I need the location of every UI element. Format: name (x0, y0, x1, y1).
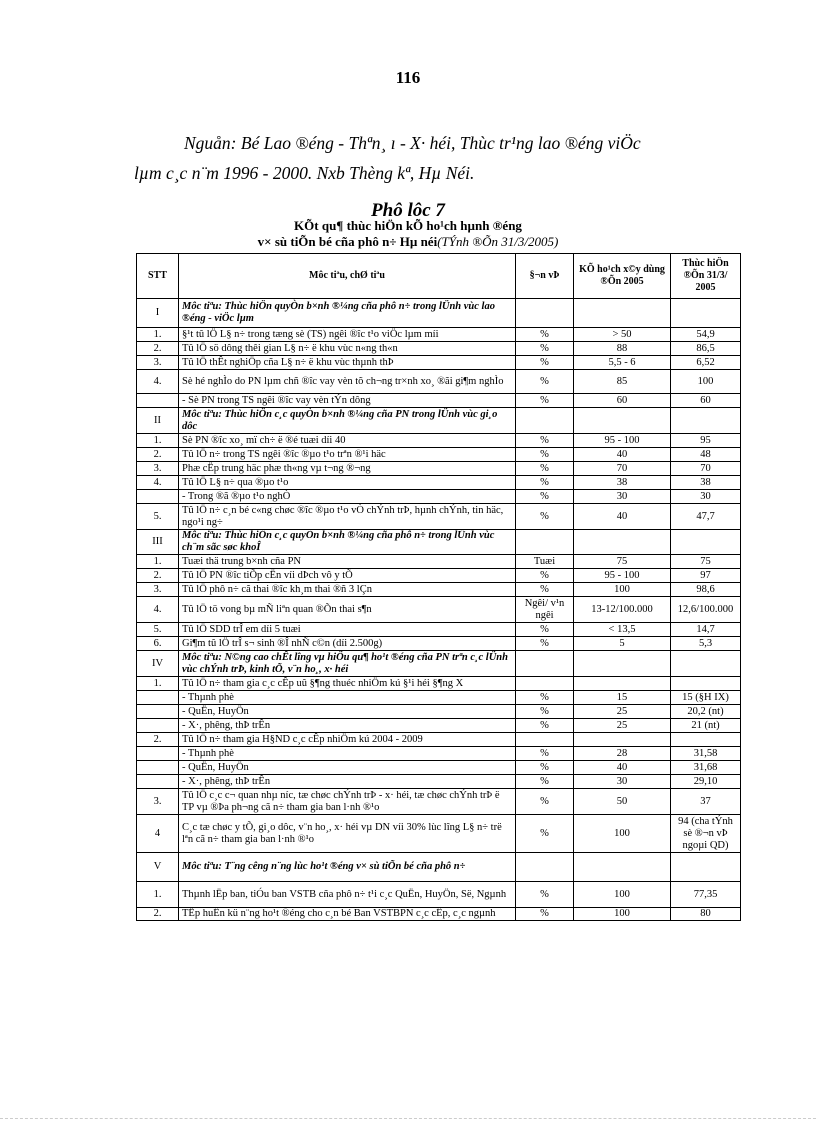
cell-actual: 94 (cha tÝnh sè ®¬n vÞ ngoµi QD) (671, 815, 741, 853)
cell-plan (574, 733, 671, 747)
page-number: 116 (395, 68, 421, 87)
cell-target: Phæ cËp trung häc phæ th«ng vµ t¬ng ®¬ng (179, 462, 516, 476)
cell-actual: 97 (671, 569, 741, 583)
cell-stt: 1. (137, 434, 179, 448)
table-row (137, 691, 741, 705)
cell-plan (574, 299, 671, 328)
cell-stt: 3. (137, 583, 179, 597)
cell-plan: 50 (574, 789, 671, 815)
cell-actual: 100 (671, 370, 741, 394)
section-row (137, 530, 741, 555)
cell-unit: % (516, 623, 574, 637)
cell-target: - Trong ®ã ®µo t¹o nghÒ (179, 490, 516, 504)
cell-unit: % (516, 342, 574, 356)
cell-unit (516, 677, 574, 691)
cell-unit: % (516, 637, 574, 651)
cell-stt (137, 691, 179, 705)
cell-actual: 80 (671, 908, 741, 921)
cell-target: Tû lÖ phô n÷ cã thai ®îc kh¸m thai ®ñ 3 lÇn (179, 583, 516, 597)
cell-stt: 1. (137, 328, 179, 342)
cell-target: - QuËn, HuyÖn (179, 761, 516, 775)
header-target: Môc tiªu, chØ tiªu (179, 254, 516, 299)
cell-target: TËp huÊn kü n¨ng ho¹t ®éng cho c¸n bé Ban VSTBPN c¸c cÊp, c¸c ngµnh (179, 908, 516, 921)
cell-stt (137, 490, 179, 504)
table-row (137, 789, 741, 815)
cell-plan (574, 651, 671, 677)
cell-unit: % (516, 490, 574, 504)
table-row (137, 677, 741, 691)
cell-stt: 3. (137, 462, 179, 476)
cell-plan: 25 (574, 719, 671, 733)
source-line-1: Nguån: Bé Lao ®éng - Thªn¸ ı - X· héi, Thùc tr¹ng lao ®éng viÖc (184, 133, 641, 153)
cell-target: Tû lÖ SDD trÎ em díi 5 tuæi (179, 623, 516, 637)
cell-target: Sè PN ®îc xo¸ mï ch÷ ë ®é tuæi díi 40 (179, 434, 516, 448)
table-row (137, 637, 741, 651)
cell-actual: 29,10 (671, 775, 741, 789)
table-row (137, 328, 741, 342)
table-title-text: v× sù tiÕn bé cña phô n÷ Hµ néi (257, 234, 438, 249)
cell-stt: 2. (137, 569, 179, 583)
table-row (137, 747, 741, 761)
table-row (137, 476, 741, 490)
cell-actual: 98,6 (671, 583, 741, 597)
cell-plan: > 50 (574, 328, 671, 342)
table-title-line-2 (0, 234, 816, 250)
cell-stt: 1. (137, 677, 179, 691)
cell-plan: 60 (574, 394, 671, 408)
cell-target: Thµnh lËp ban, tiÓu ban VSTB cña phô n÷ t¹i c¸c QuËn, HuyÖn, Së, Ngµnh (179, 882, 516, 908)
cell-plan: 30 (574, 490, 671, 504)
cell-target: Gi¶m tû lÖ trÎ s¬ sinh ®Î nhÑ c©n (díi 2.500g) (179, 637, 516, 651)
cell-unit: % (516, 569, 574, 583)
cell-actual: 5,3 (671, 637, 741, 651)
cell-stt (137, 719, 179, 733)
cell-stt: 5. (137, 504, 179, 530)
cell-actual: 75 (671, 555, 741, 569)
cell-actual (671, 408, 741, 434)
header-stt: STT (137, 254, 179, 299)
cell-actual: 6,52 (671, 356, 741, 370)
source-line-2: lµm c¸c n¨m 1996 - 2000. Nxb Thèng kª, Hµ Néi. (134, 163, 475, 183)
results-table (136, 253, 741, 921)
cell-plan: 40 (574, 504, 671, 530)
cell-target: Môc tiªu: N©ng cao chÊt lîng vµ hiÖu qu¶ ho¹t ®éng cña PN trªn c¸c lÜnh vùc chÝnh trÞ, kinh tÕ, v¨n ho¸, x· héi (179, 651, 516, 677)
cell-target: - QuËn, HuyÖn (179, 705, 516, 719)
cell-plan: 13-12/100.000 (574, 597, 671, 623)
cell-unit: % (516, 815, 574, 853)
cell-actual: 37 (671, 789, 741, 815)
cell-plan: 100 (574, 882, 671, 908)
cell-unit: % (516, 882, 574, 908)
cell-stt: 2. (137, 733, 179, 747)
cell-target: §¹t tû lÖ L§ n÷ trong tæng sè (TS) ngêi ®îc t¹o viÖc lµm míi (179, 328, 516, 342)
cell-actual: 21 (nt) (671, 719, 741, 733)
table-title-date-note: (TÝnh ®Õn 31/3/2005) (437, 234, 559, 249)
table-row (137, 370, 741, 394)
cell-unit: % (516, 356, 574, 370)
cell-actual: 77,35 (671, 882, 741, 908)
table-title-line-1: KÕt qu¶ thùc hiÖn kÕ ho¹ch hµnh ®éng (294, 218, 522, 233)
cell-actual: 47,7 (671, 504, 741, 530)
cell-target: Môc tiªu: T¨ng cêng n¨ng lùc ho¹t ®éng v× sù tiÕn bé cña phô n÷ (179, 853, 516, 882)
table-body (137, 299, 741, 921)
cell-stt: 3. (137, 356, 179, 370)
cell-stt: 5. (137, 623, 179, 637)
cell-target: - X·, phêng, thÞ trÊn (179, 719, 516, 733)
header-plan: KÕ ho¹ch x©y dùng ®Õn 2005 (574, 254, 671, 299)
cell-stt: 2. (137, 448, 179, 462)
table-row (137, 775, 741, 789)
table-row (137, 705, 741, 719)
cell-actual: 30 (671, 490, 741, 504)
cell-stt (137, 705, 179, 719)
cell-unit: % (516, 719, 574, 733)
cell-plan: 28 (574, 747, 671, 761)
cell-actual: 38 (671, 476, 741, 490)
cell-plan: 95 - 100 (574, 434, 671, 448)
cell-actual (671, 733, 741, 747)
cell-target: Sè hé nghÌo do PN lµm chñ ®îc vay vèn tõ ch¬ng tr×nh xo¸ ®ãi gi¶m nghÌo (179, 370, 516, 394)
cell-unit: % (516, 462, 574, 476)
cell-target: Tû lÖ n÷ tham gia H§ND c¸c cÊp nhiÖm kú 2004 - 2009 (179, 733, 516, 747)
table-row (137, 761, 741, 775)
cell-target: Tû lÖ n÷ c¸n bé c«ng chøc ®îc ®µo t¹o vÒ chÝnh trÞ, hµnh chÝnh, tin häc, ngo¹i ng÷ (179, 504, 516, 530)
cell-actual (671, 299, 741, 328)
cell-unit (516, 733, 574, 747)
cell-plan: 100 (574, 583, 671, 597)
appendix-title: Phô lôc 7 (371, 200, 445, 221)
cell-target: Môc tiªu: Thùc hiÖn quyÒn b×nh ®¼ng cña phô n÷ trong lÜnh vùc lao ®éng - viÖc lµm (179, 299, 516, 328)
cell-plan: 88 (574, 342, 671, 356)
cell-stt: 1. (137, 882, 179, 908)
cell-plan: 95 - 100 (574, 569, 671, 583)
cell-unit: % (516, 583, 574, 597)
cell-target: - X·, phêng, thÞ trÊn (179, 775, 516, 789)
cell-plan (574, 677, 671, 691)
header-unit: §¬n vÞ (516, 254, 574, 299)
table-row (137, 448, 741, 462)
cell-unit: % (516, 504, 574, 530)
cell-actual: 31,68 (671, 761, 741, 775)
cell-unit: % (516, 691, 574, 705)
cell-stt (137, 761, 179, 775)
cell-plan (574, 853, 671, 882)
cell-plan: < 13,5 (574, 623, 671, 637)
cell-plan: 30 (574, 775, 671, 789)
cell-unit: % (516, 705, 574, 719)
cell-target: Tû lÖ sö dông thêi gian L§ n÷ ë khu vùc n«ng th«n (179, 342, 516, 356)
cell-plan: 15 (574, 691, 671, 705)
cell-actual: 48 (671, 448, 741, 462)
section-row (137, 853, 741, 882)
cell-target: Tû lÖ n÷ tham gia c¸c cÊp uû §¶ng thuéc nhiÖm kú §¹i héi §¶ng X (179, 677, 516, 691)
cell-unit: % (516, 747, 574, 761)
cell-unit (516, 853, 574, 882)
cell-target: - Thµnh phè (179, 747, 516, 761)
cell-actual: 54,9 (671, 328, 741, 342)
cell-unit (516, 408, 574, 434)
cell-stt: 4 (137, 815, 179, 853)
section-row (137, 408, 741, 434)
cell-plan: 100 (574, 815, 671, 853)
cell-target: - Sè PN trong TS ngêi ®îc vay vèn tÝn dông (179, 394, 516, 408)
cell-actual: 12,6/100.000 (671, 597, 741, 623)
cell-target: Tû lÖ c¸c c¬ quan nhµ níc, tæ chøc chÝnh trÞ - x· héi, tæ chøc chÝnh trÞ ë TP vµ ®Þa ph¬ng cã n÷ tham gia ban l·nh ®¹o (179, 789, 516, 815)
cell-stt: III (137, 530, 179, 555)
cell-stt: 4. (137, 370, 179, 394)
cell-stt: 6. (137, 637, 179, 651)
cell-target: Tû lÖ thÊt nghiÖp cña L§ n÷ ë khu vùc thµnh thÞ (179, 356, 516, 370)
table-row (137, 490, 741, 504)
table-row (137, 342, 741, 356)
table-row (137, 882, 741, 908)
cell-stt: 1. (137, 555, 179, 569)
cell-stt: V (137, 853, 179, 882)
cell-stt: IV (137, 651, 179, 677)
cell-actual (671, 651, 741, 677)
cell-actual: 86,5 (671, 342, 741, 356)
table-row (137, 908, 741, 921)
cell-plan: 40 (574, 761, 671, 775)
cell-stt: II (137, 408, 179, 434)
table-row (137, 815, 741, 853)
table-row (137, 555, 741, 569)
cell-actual: 60 (671, 394, 741, 408)
table-row (137, 462, 741, 476)
cell-target: Môc tiªu: Thùc hiÖn c¸c quyÒn b×nh ®¼ng cña PN trong lÜnh vùc gi¸o dôc (179, 408, 516, 434)
cell-stt (137, 747, 179, 761)
section-row (137, 299, 741, 328)
table-row (137, 733, 741, 747)
table-row (137, 719, 741, 733)
cell-actual: 20,2 (nt) (671, 705, 741, 719)
cell-plan: 5 (574, 637, 671, 651)
cell-unit: Tuæi (516, 555, 574, 569)
table-row (137, 504, 741, 530)
section-row (137, 651, 741, 677)
cell-plan: 70 (574, 462, 671, 476)
cell-unit: % (516, 448, 574, 462)
cell-unit: % (516, 908, 574, 921)
header-actual: Thùc hiÖn ®Õn 31/3/ 2005 (671, 254, 741, 299)
table-row (137, 434, 741, 448)
table-row (137, 569, 741, 583)
table-row (137, 623, 741, 637)
cell-unit: % (516, 434, 574, 448)
cell-plan: 5,5 - 6 (574, 356, 671, 370)
cell-target: Tuæi thä trung b×nh cña PN (179, 555, 516, 569)
table-header-row (137, 254, 741, 299)
cell-stt: 2. (137, 908, 179, 921)
table-row (137, 394, 741, 408)
cell-target: Môc tiªu: Thùc hiÖn c¸c quyÒn b×nh ®¼ng cña phô n÷ trong lÜnh vùc ch¨m sãc søc khoÎ (179, 530, 516, 555)
cell-plan: 85 (574, 370, 671, 394)
cell-target: Tû lÖ PN ®îc tiÕp cËn víi dÞch vô y tÕ (179, 569, 516, 583)
cell-stt: 4. (137, 597, 179, 623)
cell-unit: % (516, 476, 574, 490)
cell-actual: 31,58 (671, 747, 741, 761)
cell-actual: 70 (671, 462, 741, 476)
cell-stt (137, 394, 179, 408)
cell-target: - Thµnh phè (179, 691, 516, 705)
cell-unit: Ngêi/ v¹n ngêi (516, 597, 574, 623)
cell-target: C¸c tæ chøc y tÕ, gi¸o dôc, v¨n ho¸, x· héi vµ DN víi 30% lùc lîng L§ n÷ trë lªn cã n÷ tham gia ban l·nh ®¹o (179, 815, 516, 853)
cell-stt: I (137, 299, 179, 328)
cell-actual (671, 677, 741, 691)
cell-unit (516, 299, 574, 328)
cell-target: Tû lÖ tö vong bµ mÑ liªn quan ®Õn thai s¶n (179, 597, 516, 623)
cell-unit: % (516, 789, 574, 815)
cell-actual (671, 853, 741, 882)
cell-plan: 75 (574, 555, 671, 569)
cell-unit: % (516, 761, 574, 775)
cell-plan: 40 (574, 448, 671, 462)
cell-actual: 15 (§H IX) (671, 691, 741, 705)
cell-target: Tû lÖ L§ n÷ qua ®µo t¹o (179, 476, 516, 490)
table-row (137, 356, 741, 370)
cell-stt: 3. (137, 789, 179, 815)
cell-target: Tû lÖ n÷ trong TS ngêi ®îc ®µo t¹o trªn ®¹i häc (179, 448, 516, 462)
cell-unit: % (516, 370, 574, 394)
cell-stt: 4. (137, 476, 179, 490)
cell-plan (574, 408, 671, 434)
table-row (137, 583, 741, 597)
page-bottom-divider (0, 1118, 816, 1119)
cell-unit (516, 651, 574, 677)
cell-actual: 95 (671, 434, 741, 448)
table-row (137, 597, 741, 623)
cell-unit: % (516, 775, 574, 789)
cell-stt (137, 775, 179, 789)
cell-stt: 2. (137, 342, 179, 356)
cell-unit: % (516, 328, 574, 342)
cell-unit (516, 530, 574, 555)
cell-plan: 100 (574, 908, 671, 921)
cell-unit: % (516, 394, 574, 408)
cell-actual: 14,7 (671, 623, 741, 637)
cell-plan: 38 (574, 476, 671, 490)
cell-plan: 25 (574, 705, 671, 719)
cell-actual (671, 530, 741, 555)
cell-plan (574, 530, 671, 555)
